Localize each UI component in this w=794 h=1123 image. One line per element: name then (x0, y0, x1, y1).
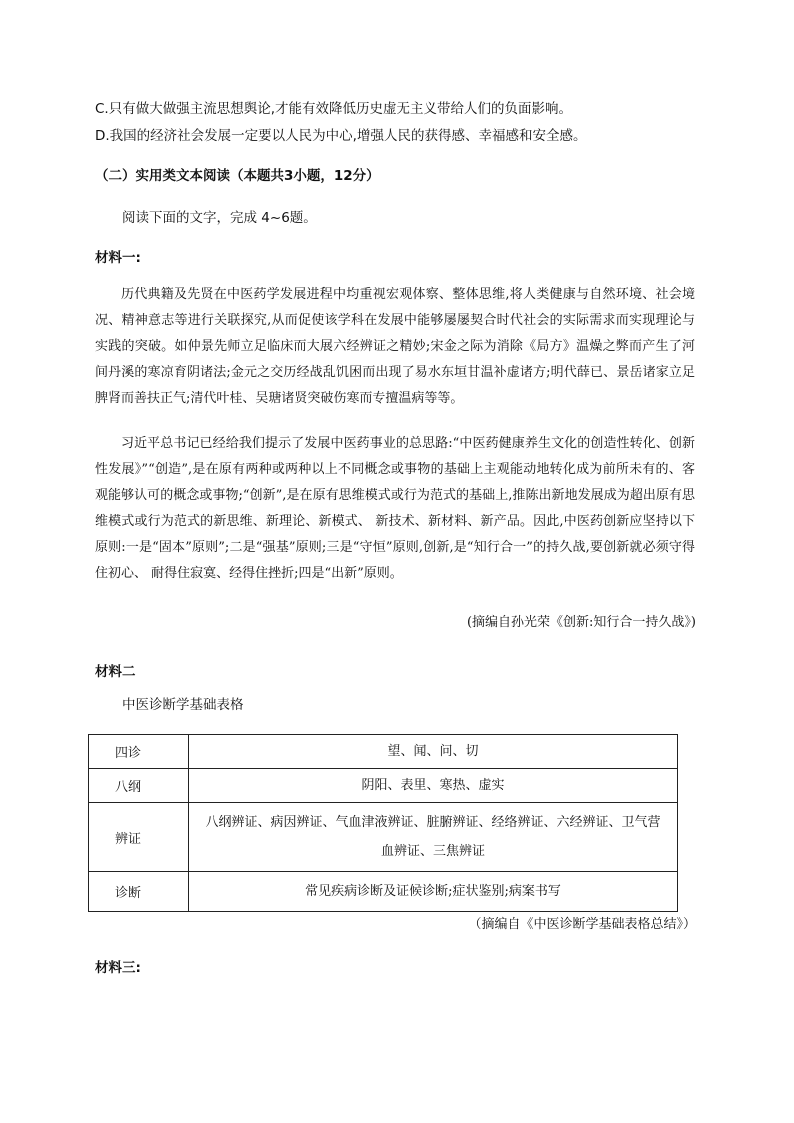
material3-label: 材料三: (95, 960, 141, 976)
table-row (89, 769, 678, 803)
table-row (89, 803, 678, 872)
material2-source: （摘编自《中医诊断学基础表格总结》） (468, 917, 696, 932)
table-caption: 中医诊断学基础表格 (122, 697, 244, 713)
option-d: D.我国的经济社会发展一定要以人民为中心,增强人民的获得感、幸福感和安全感。 (95, 128, 587, 144)
material1-source: (摘编自孙光荣《创新:知行合一持久战》) (466, 615, 696, 630)
table-cell-key: 四诊 (89, 735, 189, 769)
table-cell-key: 辨证 (89, 803, 189, 872)
section-heading: （二）实用类文本阅读（本题共3小题，12分） (95, 168, 380, 184)
material1-label: 材料一: (95, 250, 141, 266)
table-cell-value: 阴阳、表里、寒热、虚实 (189, 769, 678, 803)
material2-label: 材料二 (95, 664, 136, 680)
option-c: C.只有做大做强主流思想舆论,才能有效降低历史虚无主义带给人们的负面影响。 (95, 101, 573, 117)
material1-paragraph1: 历代典籍及先贤在中医药学发展进程中均重视宏观体察、整体思维,将人类健康与自然环境、社会境况、精神意志等进行关联探究,从而促使该学科在发展中能够屡屡契合时代社会的实际需求而实现理论与实践的突破。如仲景先师立足临床而大展六经辨证之精妙;宋金之际为消除《局方》温燥之弊而产生了河间丹溪的寒凉育阴诸法;金元之交历经战乱饥困而出现了易水东垣甘温补虚诸方;明代薛已、景岳诸家立足脾肾而善扶正气;清代叶桂、吴瑭诸贤突破伤寒而专擅温病等等。 (95, 287, 695, 406)
table-cell-value: 八纲辨证、病因辨证、气血津液辨证、脏腑辨证、经络辨证、六经辨证、卫气营血辨证、三焦辨证 (189, 803, 678, 872)
table-row (89, 735, 678, 769)
table-cell-key: 诊断 (89, 872, 189, 912)
table-cell-key: 八纲 (89, 769, 189, 803)
table-cell-value: 常见疾病诊断及证候诊断;症状鉴别;病案书写 (189, 872, 678, 912)
diagnosis-table (88, 734, 678, 912)
material1-paragraph2: 习近平总书记已经给我们提示了发展中医药事业的总思路:“中医药健康养生文化的创造性转化、创新性发展》”“创造”,是在原有两种或两种以上不同概念或事物的基础上主观能动地转化成为前所未有的、客观能够认可的概念或事物;“创新”,是在原有思维模式或行为范式的基础上,推陈出新地发展成为超出原有思维模式或行为范式的新思维、新理论、新模式、 新技术、新材料、新产品。因此,中医药创新应坚持以下原则:一是“固本”原则”;二是“强基”原则;三是“守恒”原则,创新,是“知行合一”的持久战,要创新就必须守得住初心、 耐得住寂寞、经得住挫折;四是“出新”原则。 (95, 436, 695, 581)
section-instruction: 阅读下面的文字，完成 4~6题。 (122, 210, 317, 226)
table-cell-value: 望、闻、问、切 (189, 735, 678, 769)
table-row (89, 872, 678, 912)
